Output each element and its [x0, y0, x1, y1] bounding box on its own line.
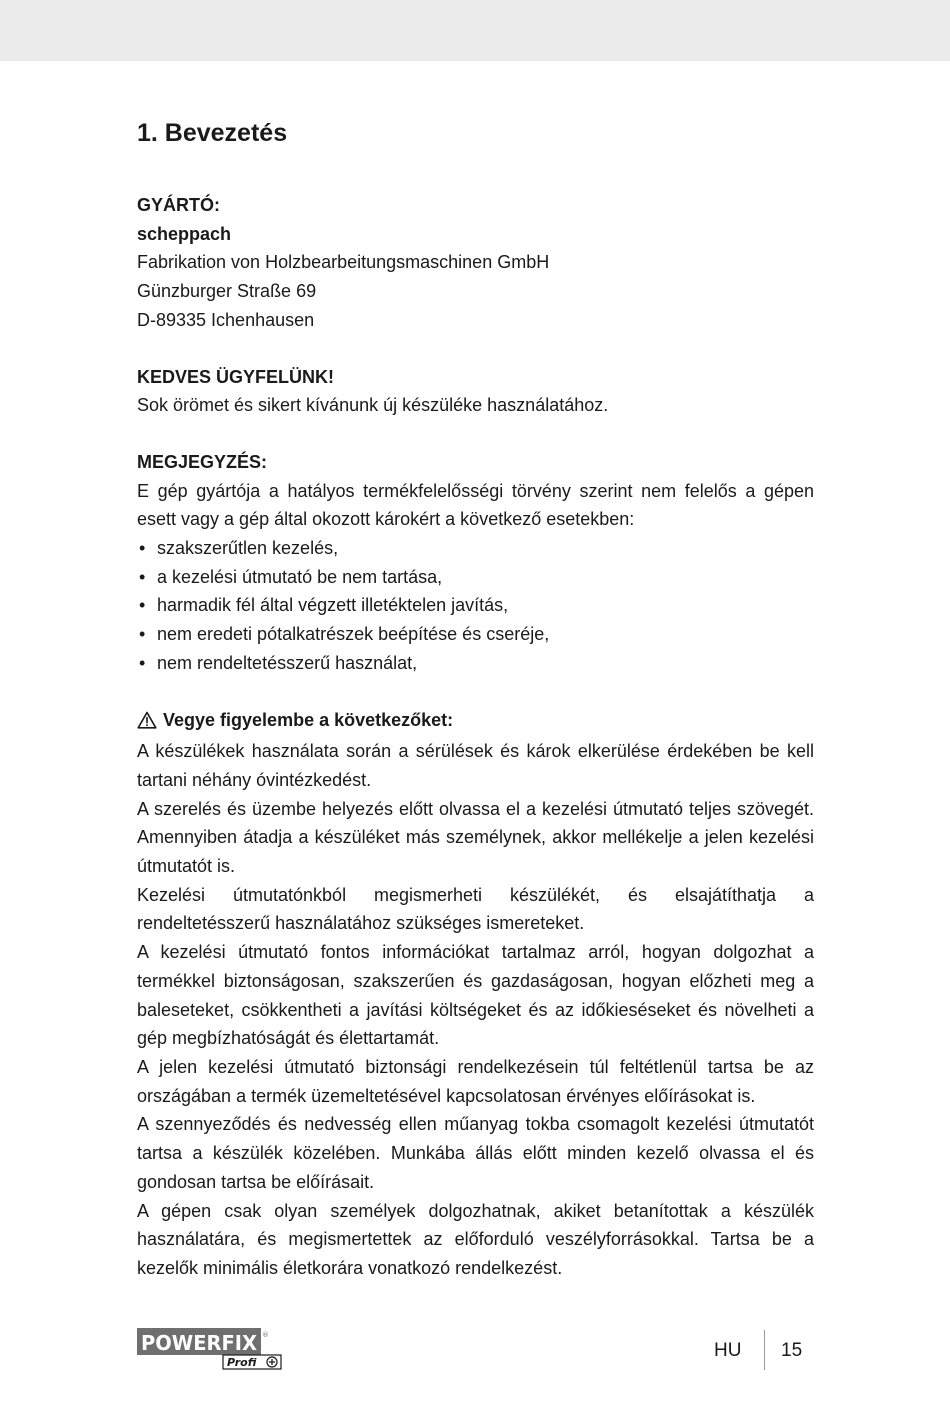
top-band [0, 0, 950, 61]
svg-text:Profi: Profi [227, 1356, 257, 1369]
warning-triangle-icon [137, 709, 157, 738]
manufacturer-heading: GYÁRTÓ: [137, 195, 220, 215]
manufacturer-line: D-89335 Ichenhausen [137, 309, 315, 330]
note-heading: MEGJEGYZÉS: [137, 451, 268, 472]
list-item: • a kezelési útmutató be nem tartása, [139, 566, 443, 587]
greeting-heading: KEDVES ÜGYFELÜNK! [137, 366, 335, 387]
manufacturer-line: Günzburger Straße 69 [137, 281, 317, 302]
attention-paragraph: A kezelési útmutató fontos információkat tartalmaz arról, hogyan dolgozhat a termékkel biztonságosan, szakszerűen és gazdaságosan, hogyan előzheti meg a baleseteket, csökkentheti a javítási költségeket és az időkieséseket és növelheti a gép megbízhatóságát és élettartamát. [137, 942, 814, 1049]
note-block [137, 448, 814, 678]
list-item: • nem eredeti pótalkatrészek beépítése és cseréje, [139, 624, 550, 645]
language-code: HU [714, 1340, 742, 1361]
manufacturer-brand: scheppach [137, 223, 232, 244]
note-list [137, 534, 814, 678]
manufacturer-block [137, 191, 814, 335]
attention-heading-row [137, 706, 814, 738]
attention-paragraph: A készülékek használata során a sérülések és károk elkerülése érdekében be kell tartani néhány óvintézkedést. [137, 741, 814, 790]
powerfix-logo [137, 1328, 283, 1370]
attention-block [137, 706, 814, 1283]
svg-text:®: ® [262, 1331, 269, 1339]
section-title: 1. Bevezetés [137, 119, 288, 147]
note-text: E gép gyártója a hatályos termékfelelősségi törvény szerint nem felelős a gépen esett vagy a gép által okozott károkért a következő esetekben: [137, 480, 814, 530]
attention-paragraph: A szennyeződés és nedvesség ellen műanyag tokba csomagolt kezelési útmutatót tartsa a készülék közelében. Munkába állás előtt minden kezelő olvassa el és gondosan tartsa be előírásait. [137, 1114, 814, 1192]
list-item: • nem rendeltetésszerű használat, [139, 652, 418, 673]
page-number: 15 [781, 1340, 803, 1361]
svg-text:POWERFIX: POWERFIX [141, 1331, 258, 1355]
manufacturer-line: Fabrikation von Holzbearbeitungsmaschinen GmbH [137, 252, 550, 273]
list-item: • harmadik fél által végzett illetéktelen javítás, [139, 595, 509, 616]
greeting-block [137, 363, 814, 420]
greeting-text: Sok örömet és sikert kívánunk új készüléke használatához. [137, 395, 609, 416]
attention-heading: Vegye figyelembe a következőket: [163, 709, 454, 730]
attention-paragraph: A szerelés és üzembe helyezés előtt olvassa el a kezelési útmutató teljes szövegét. Amennyiben átadja a készüléket más személynek, akkor mellékelje a jelen kezelési útmutatót is. [137, 798, 814, 877]
attention-paragraph: A gépen csak olyan személyek dolgozhatnak, akiket betanítottak a készülék használatára, és megismertettek az előforduló veszélyforrásokkal. Tartsa be a kezelők minimális életkorára vonatkozó rendelkezést. [137, 1200, 814, 1278]
attention-paragraph: A jelen kezelési útmutató biztonsági rendelkezésein túl feltétlenül tartsa be az országában a termék üzemeltetésével kapcsolatosan érvényes előírásokat is. [137, 1056, 814, 1106]
list-item: • szakszerűtlen kezelés, [139, 538, 339, 559]
page-footer [0, 1320, 950, 1380]
footer-divider [764, 1330, 765, 1370]
page-content [137, 115, 814, 1311]
attention-paragraph: Kezelési útmutatónkból megismerheti készülékét, és elsajátíthatja a rendeltetésszerű használatához szükséges ismereteket. [137, 884, 814, 934]
